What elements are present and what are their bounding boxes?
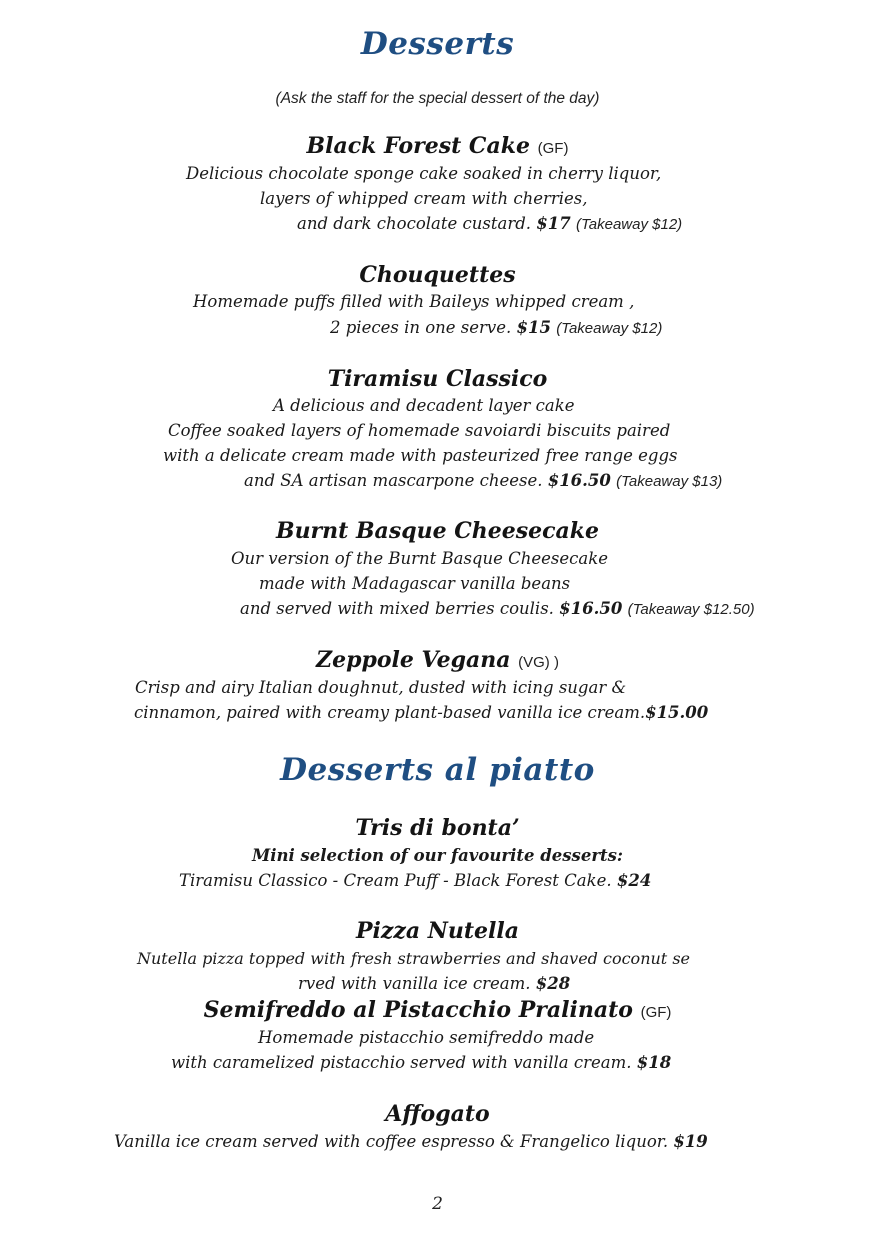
- takeaway-price: (Takeaway $12.50): [627, 601, 755, 618]
- item-description: with caramelized pistacchio served with vanilla cream.: [171, 1053, 632, 1072]
- section-title-desserts: Desserts: [360, 26, 515, 62]
- menu-item-title: Pizza Nutella: [355, 918, 520, 944]
- item-description: made with Madagascar vanilla beans: [259, 574, 571, 593]
- section-title-desserts-al-piatto: Desserts al piatto: [280, 752, 595, 788]
- item-price: $17: [536, 214, 571, 233]
- item-description: Crisp and airy Italian doughnut, dusted with icing sugar &: [135, 678, 627, 697]
- item-description-price-line: [298, 974, 570, 993]
- item-description: Nutella pizza topped with fresh strawberries and shaved coconut se: [137, 949, 690, 968]
- item-description-price-line: [244, 471, 722, 490]
- menu-item-title: Affogato: [385, 1101, 490, 1127]
- menu-item-title: [0, 647, 875, 673]
- item-price: $28: [535, 974, 571, 993]
- page-number: 2: [432, 1194, 443, 1214]
- item-description: Tiramisu Classico - Cream Puff - Black Forest Cake.: [179, 871, 612, 890]
- item-description: layers of whipped cream with cherries,: [260, 189, 588, 208]
- item-name: Zeppole Vegana: [316, 647, 511, 673]
- special-dessert-note: (Ask the staff for the special dessert of the day): [275, 90, 600, 107]
- item-tag: (GF): [537, 140, 569, 157]
- item-description: and served with mixed berries coulis.: [240, 599, 554, 618]
- item-description-price-line: [134, 703, 708, 722]
- item-description-price-line: [114, 1132, 708, 1151]
- takeaway-price: (Takeaway $13): [616, 473, 723, 490]
- menu-item-title: [0, 997, 875, 1023]
- menu-item-title: Chouquettes: [359, 262, 516, 288]
- item-description-price-line: [240, 599, 755, 618]
- item-price: $16.50: [559, 599, 623, 618]
- item-price: $19: [673, 1132, 708, 1151]
- item-description: and dark chocolate custard.: [297, 214, 532, 233]
- item-subtitle: Mini selection of our favourite desserts:: [251, 846, 624, 865]
- menu-item-title: Burnt Basque Cheesecake: [275, 518, 600, 544]
- item-description: Delicious chocolate sponge cake soaked in cherry liquor,: [186, 164, 662, 183]
- menu-item-title: [0, 133, 875, 159]
- item-description: cinnamon, paired with creamy plant-based vanilla ice cream.: [134, 703, 646, 722]
- takeaway-price: (Takeaway $12): [575, 216, 683, 233]
- item-tag: (VG) ): [518, 654, 559, 671]
- item-description-price-line: [179, 871, 651, 890]
- item-description: rved with vanilla ice cream.: [298, 974, 531, 993]
- item-price: $15.00: [645, 703, 709, 722]
- item-description-price-line: [297, 214, 682, 233]
- item-description: with a delicate cream made with pasteurized free range eggs: [163, 446, 678, 465]
- item-description: 2 pieces in one serve.: [330, 318, 512, 337]
- item-description-price-line: [330, 318, 662, 337]
- item-description: Homemade puffs filled with Baileys whipped cream ,: [193, 292, 635, 311]
- item-description: Our version of the Burnt Basque Cheesecake: [231, 549, 608, 568]
- item-tag: (GF): [640, 1004, 672, 1021]
- item-description: A delicious and decadent layer cake: [273, 396, 575, 415]
- item-name: Black Forest Cake: [306, 133, 530, 159]
- item-description: and SA artisan mascarpone cheese.: [244, 471, 543, 490]
- item-name: Semifreddo al Pistacchio Pralinato: [203, 997, 633, 1023]
- item-price: $24: [616, 871, 652, 890]
- menu-item-title: Tiramisu Classico: [327, 366, 548, 392]
- item-price: $16.50: [547, 471, 611, 490]
- item-description: Vanilla ice cream served with coffee espresso & Frangelico liquor.: [114, 1132, 669, 1151]
- item-description: Coffee soaked layers of homemade savoiardi biscuits paired: [168, 421, 671, 440]
- takeaway-price: (Takeaway $12): [556, 320, 663, 337]
- item-description-price-line: [171, 1053, 671, 1072]
- item-price: $15: [516, 318, 551, 337]
- item-price: $18: [636, 1053, 672, 1072]
- menu-item-title: Tris di bonta’: [355, 815, 520, 841]
- item-description: Homemade pistacchio semifreddo made: [258, 1028, 595, 1047]
